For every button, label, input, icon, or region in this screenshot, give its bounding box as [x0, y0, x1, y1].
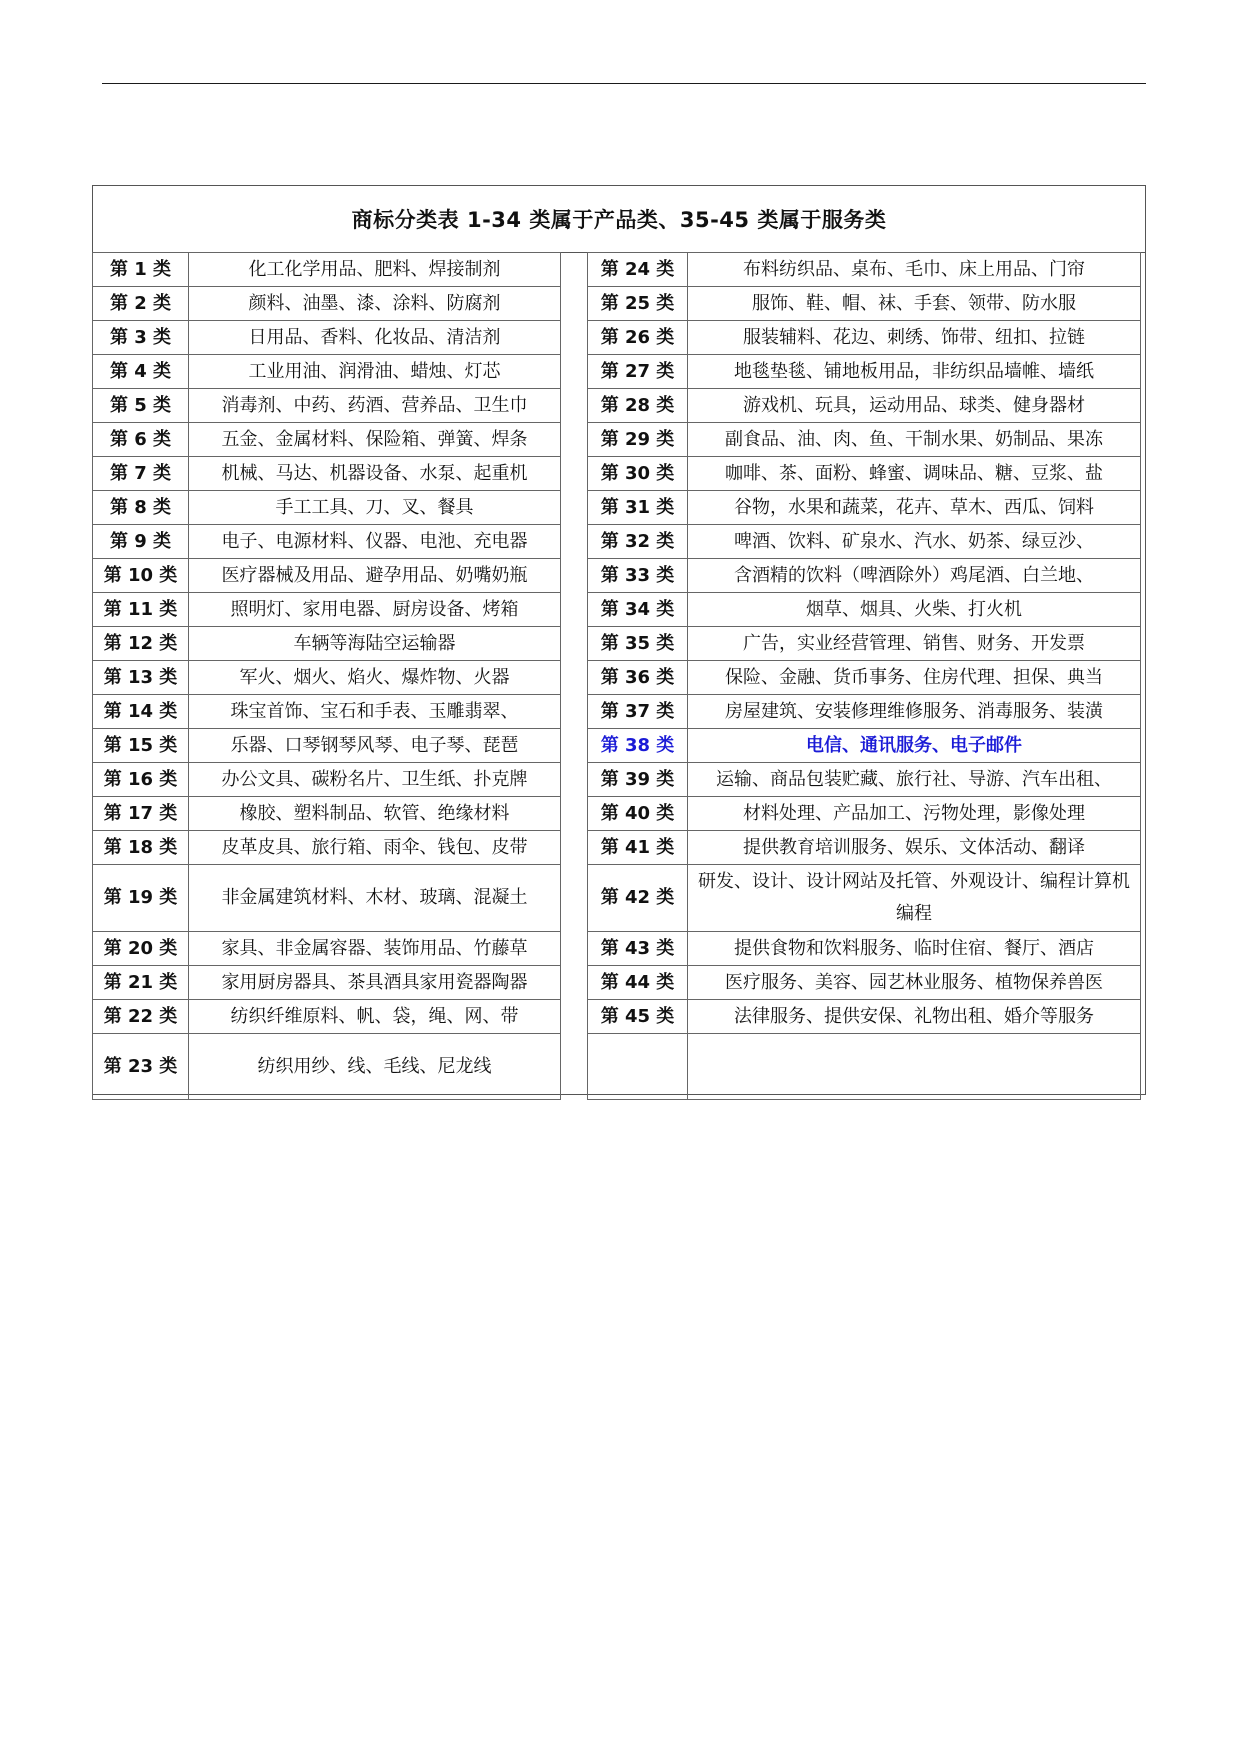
class-number: 第 42 类: [588, 865, 688, 932]
class-row: [588, 593, 1141, 627]
class-description: 颜料、油墨、漆、涂料、防腐剂: [189, 287, 561, 321]
class-number: 第 18 类: [93, 831, 189, 865]
class-row: [93, 1034, 561, 1100]
class-number: 第 27 类: [588, 355, 688, 389]
class-row: [93, 661, 561, 695]
class-description: 日用品、香料、化妆品、清洁剂: [189, 321, 561, 355]
class-description: 电信、通讯服务、电子邮件: [688, 729, 1141, 763]
class-number: 第 13 类: [93, 661, 189, 695]
class-row: [93, 797, 561, 831]
class-description: 珠宝首饰、宝石和手表、玉雕翡翠、: [189, 695, 561, 729]
class-number: 第 40 类: [588, 797, 688, 831]
class-row: [588, 865, 1141, 932]
class-description: 乐器、口琴钢琴风琴、电子琴、琵琶: [189, 729, 561, 763]
class-description: 车辆等海陆空运输器: [189, 627, 561, 661]
class-number: 第 5 类: [93, 389, 189, 423]
class-number: 第 16 类: [93, 763, 189, 797]
class-number: 第 17 类: [93, 797, 189, 831]
class-description: 提供教育培训服务、娱乐、文体活动、翻译: [688, 831, 1141, 865]
class-number: 第 11 类: [93, 593, 189, 627]
class-row: [93, 593, 561, 627]
class-description: 法律服务、提供安保、礼物出租、婚介等服务: [688, 1000, 1141, 1034]
class-description: 布料纺织品、桌布、毛巾、床上用品、门帘: [688, 253, 1141, 287]
class-description: 手工工具、刀、叉、餐具: [189, 491, 561, 525]
class-description: 皮革皮具、旅行箱、雨伞、钱包、皮带: [189, 831, 561, 865]
class-row: [93, 321, 561, 355]
class-number: 第 24 类: [588, 253, 688, 287]
class-row: [93, 457, 561, 491]
class-number: 第 19 类: [93, 865, 189, 932]
class-row: [93, 491, 561, 525]
class-description: 非金属建筑材料、木材、玻璃、混凝土: [189, 865, 561, 932]
class-number: 第 37 类: [588, 695, 688, 729]
class-description: 照明灯、家用电器、厨房设备、烤箱: [189, 593, 561, 627]
class-row: [588, 525, 1141, 559]
class-description: 机械、马达、机器设备、水泵、起重机: [189, 457, 561, 491]
class-description: 五金、金属材料、保险箱、弹簧、焊条: [189, 423, 561, 457]
class-number: 第 12 类: [93, 627, 189, 661]
class-description: 服装辅料、花边、刺绣、饰带、纽扣、拉链: [688, 321, 1141, 355]
class-description: 地毯垫毯、铺地板用品，非纺织品墙帷、墙纸: [688, 355, 1141, 389]
class-row: [93, 355, 561, 389]
class-number: 第 2 类: [93, 287, 189, 321]
class-description: 啤酒、饮料、矿泉水、汽水、奶茶、绿豆沙、: [688, 525, 1141, 559]
class-row: [93, 287, 561, 321]
table-title: 商标分类表 1-34 类属于产品类、35-45 类属于服务类: [93, 186, 1145, 253]
column-gap: [559, 252, 587, 1095]
class-description: 家具、非金属容器、装饰用品、竹藤草: [189, 932, 561, 966]
class-number: 第 10 类: [93, 559, 189, 593]
class-description: 烟草、烟具、火柴、打火机: [688, 593, 1141, 627]
class-row: [93, 966, 561, 1000]
class-description: 含酒精的饮料（啤酒除外）鸡尾酒、白兰地、: [688, 559, 1141, 593]
class-number: 第 30 类: [588, 457, 688, 491]
class-description: 保险、金融、货币事务、住房代理、担保、典当: [688, 661, 1141, 695]
class-row: [588, 287, 1141, 321]
class-description: 军火、烟火、焰火、爆炸物、火器: [189, 661, 561, 695]
class-row: [93, 763, 561, 797]
class-number: 第 25 类: [588, 287, 688, 321]
class-number: 第 36 类: [588, 661, 688, 695]
class-number: 第 28 类: [588, 389, 688, 423]
class-number: 第 8 类: [93, 491, 189, 525]
class-description: 服饰、鞋、帽、袜、手套、领带、防水服: [688, 287, 1141, 321]
class-description: 副食品、油、肉、鱼、干制水果、奶制品、果冻: [688, 423, 1141, 457]
class-row: [93, 695, 561, 729]
class-row: [93, 932, 561, 966]
empty-cell: [588, 1034, 688, 1100]
classification-table: [92, 185, 1146, 1095]
class-number: 第 38 类: [588, 729, 688, 763]
class-row: [93, 559, 561, 593]
class-row: [588, 253, 1141, 287]
class-number: 第 44 类: [588, 966, 688, 1000]
class-row: [93, 831, 561, 865]
class-number: 第 7 类: [93, 457, 189, 491]
empty-row: [588, 1034, 1141, 1100]
class-number: 第 35 类: [588, 627, 688, 661]
class-number: 第 31 类: [588, 491, 688, 525]
class-number: 第 14 类: [93, 695, 189, 729]
class-row: [588, 321, 1141, 355]
class-description: 纺织用纱、线、毛线、尼龙线: [189, 1034, 561, 1100]
class-row: [588, 831, 1141, 865]
class-description: 广告，实业经营管理、销售、财务、开发票: [688, 627, 1141, 661]
class-description: 谷物，水果和蔬菜，花卉、草木、西瓜、饲料: [688, 491, 1141, 525]
class-row: [93, 865, 561, 932]
class-description: 研发、设计、设计网站及托管、外观设计、编程计算机编程: [688, 865, 1141, 932]
class-row: [93, 253, 561, 287]
class-number: 第 3 类: [93, 321, 189, 355]
class-row: [588, 966, 1141, 1000]
class-number: 第 20 类: [93, 932, 189, 966]
class-row: [93, 389, 561, 423]
class-row: [588, 355, 1141, 389]
empty-cell: [688, 1034, 1141, 1100]
class-description: 电子、电源材料、仪器、电池、充电器: [189, 525, 561, 559]
class-row: [93, 729, 561, 763]
header-rule: [102, 83, 1146, 84]
class-number: 第 32 类: [588, 525, 688, 559]
class-description: 家用厨房器具、茶具酒具家用瓷器陶器: [189, 966, 561, 1000]
class-description: 办公文具、碳粉名片、卫生纸、扑克牌: [189, 763, 561, 797]
class-description: 医疗服务、美容、园艺林业服务、植物保养兽医: [688, 966, 1141, 1000]
class-number: 第 43 类: [588, 932, 688, 966]
class-row: [588, 729, 1141, 763]
class-description: 提供食物和饮料服务、临时住宿、餐厅、酒店: [688, 932, 1141, 966]
class-number: 第 23 类: [93, 1034, 189, 1100]
class-number: 第 39 类: [588, 763, 688, 797]
class-description: 材料处理、产品加工、污物处理，影像处理: [688, 797, 1141, 831]
class-number: 第 34 类: [588, 593, 688, 627]
class-row: [93, 627, 561, 661]
class-number: 第 4 类: [93, 355, 189, 389]
class-row: [588, 627, 1141, 661]
class-number: 第 26 类: [588, 321, 688, 355]
class-description: 运输、商品包装贮藏、旅行社、导游、汽车出租、: [688, 763, 1141, 797]
class-number: 第 21 类: [93, 966, 189, 1000]
class-row: [93, 1000, 561, 1034]
class-description: 房屋建筑、安装修理维修服务、消毒服务、装潢: [688, 695, 1141, 729]
class-row: [588, 423, 1141, 457]
class-row: [588, 559, 1141, 593]
class-row: [588, 457, 1141, 491]
class-description: 咖啡、茶、面粉、蜂蜜、调味品、糖、豆浆、盐: [688, 457, 1141, 491]
class-description: 橡胶、塑料制品、软管、绝缘材料: [189, 797, 561, 831]
class-description: 游戏机、玩具，运动用品、球类、健身器材: [688, 389, 1141, 423]
class-row: [588, 763, 1141, 797]
class-row: [588, 661, 1141, 695]
class-row: [93, 525, 561, 559]
class-number: 第 29 类: [588, 423, 688, 457]
class-row: [588, 389, 1141, 423]
class-description: 化工化学用品、肥料、焊接制剂: [189, 253, 561, 287]
class-number: 第 6 类: [93, 423, 189, 457]
class-number: 第 1 类: [93, 253, 189, 287]
class-row: [588, 932, 1141, 966]
class-row: [93, 423, 561, 457]
class-number: 第 15 类: [93, 729, 189, 763]
class-number: 第 41 类: [588, 831, 688, 865]
class-number: 第 33 类: [588, 559, 688, 593]
class-description: 消毒剂、中药、药酒、营养品、卫生巾: [189, 389, 561, 423]
class-number: 第 22 类: [93, 1000, 189, 1034]
class-row: [588, 797, 1141, 831]
class-number: 第 9 类: [93, 525, 189, 559]
class-row: [588, 1000, 1141, 1034]
class-description: 工业用油、润滑油、蜡烛、灯芯: [189, 355, 561, 389]
class-row: [588, 491, 1141, 525]
classes-1-23-table: [92, 252, 561, 1100]
classes-24-45-table: [587, 252, 1141, 1100]
class-description: 医疗器械及用品、避孕用品、奶嘴奶瓶: [189, 559, 561, 593]
class-row: [588, 695, 1141, 729]
class-number: 第 45 类: [588, 1000, 688, 1034]
class-description: 纺织纤维原料、帆、袋，绳、网、带: [189, 1000, 561, 1034]
